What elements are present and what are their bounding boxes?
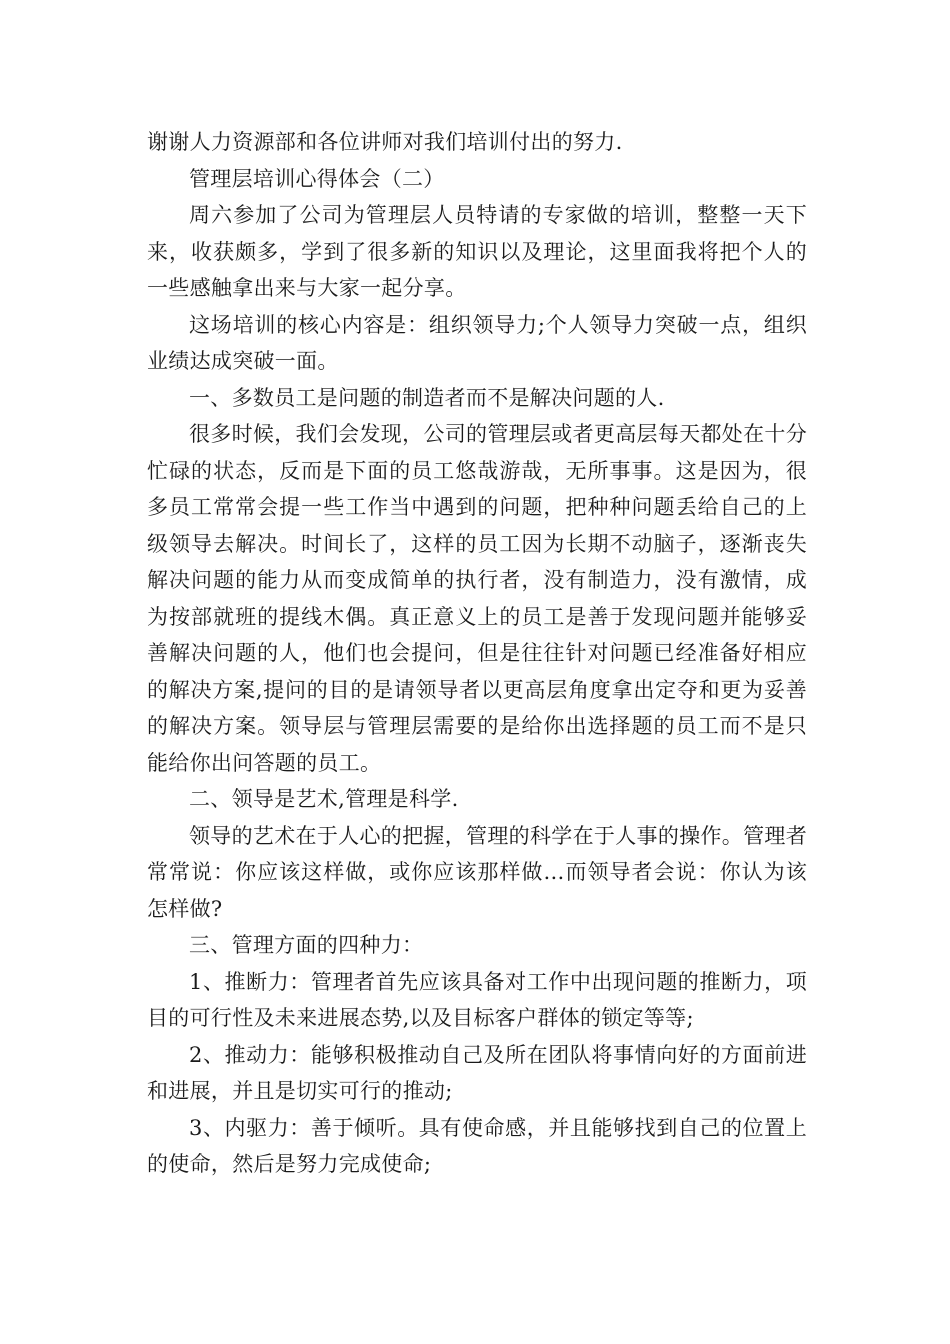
heading-point-three: 三、管理方面的四种力：	[189, 933, 424, 957]
list-item-inner-drive: 3、内驱力：善于倾听。具有使命感，并且能够找到自己的位置上的使命，然后是努力完成使命;	[147, 1115, 807, 1176]
paragraph-core-content: 这场培训的核心内容是：组织领导力;个人领导力突破一点，组织业绩达成突破一面。	[147, 312, 807, 373]
list-item-drive: 2、推动力：能够积极推动自己及所在团队将事情向好的方面前进和进展，并且是切实可行的推动;	[147, 1042, 807, 1103]
list-item-judgment: 1、推断力：管理者首先应该具备对工作中出现问题的推断力，项目的可行性及未来进展态势,以及目标客户群体的锁定等等;	[147, 969, 807, 1030]
paragraph-point-two-body: 领导的艺术在于人心的把握，管理的科学在于人事的操作。管理者常常说：你应该这样做，或你应该那样做…而领导者会说：你认为该怎样做?	[147, 823, 807, 921]
heading-point-two: 二、领导是艺术,管理是科学.	[189, 787, 459, 811]
paragraph-point-one-body: 很多时候，我们会发现，公司的管理层或者更高层每天都处在十分忙碌的状态，反而是下面的员工悠哉游哉，无所事事。这是因为，很多员工常常会提一些工作当中遇到的问题，把种种问题丢给自己的上级领导去解决。时间长了，这样的员工因为长期不动脑子，逐渐丧失解决问题的能力从而变成简单的执行者，没有制造力，没有激情，成为按部就班的提线木偶。真正意义上的员工是善于发现问题并能够妥善解决问题的人，他们也会提问，但是往往针对问题已经准备好相应的解决方案,提问的目的是请领导者以更高层角度拿出定夺和更为妥善的解决方案。领导层与管理层需要的是给你出选择题的员工而不是只能给你出问答题的员工。	[147, 422, 807, 775]
paragraph-intro: 周六参加了公司为管理层人员特请的专家做的培训，整整一天下来，收获颇多，学到了很多新的知识以及理论，这里面我将把个人的一些感触拿出来与大家一起分享。	[147, 203, 807, 300]
heading-point-one: 一、多数员工是问题的制造者而不是解决问题的人.	[189, 385, 665, 410]
section-title: 管理层培训心得体会（二）	[189, 166, 445, 191]
document-page	[147, 124, 807, 1183]
paragraph-closing-thanks: 谢谢人力资源部和各位讲师对我们培训付出的努力.	[147, 130, 623, 154]
